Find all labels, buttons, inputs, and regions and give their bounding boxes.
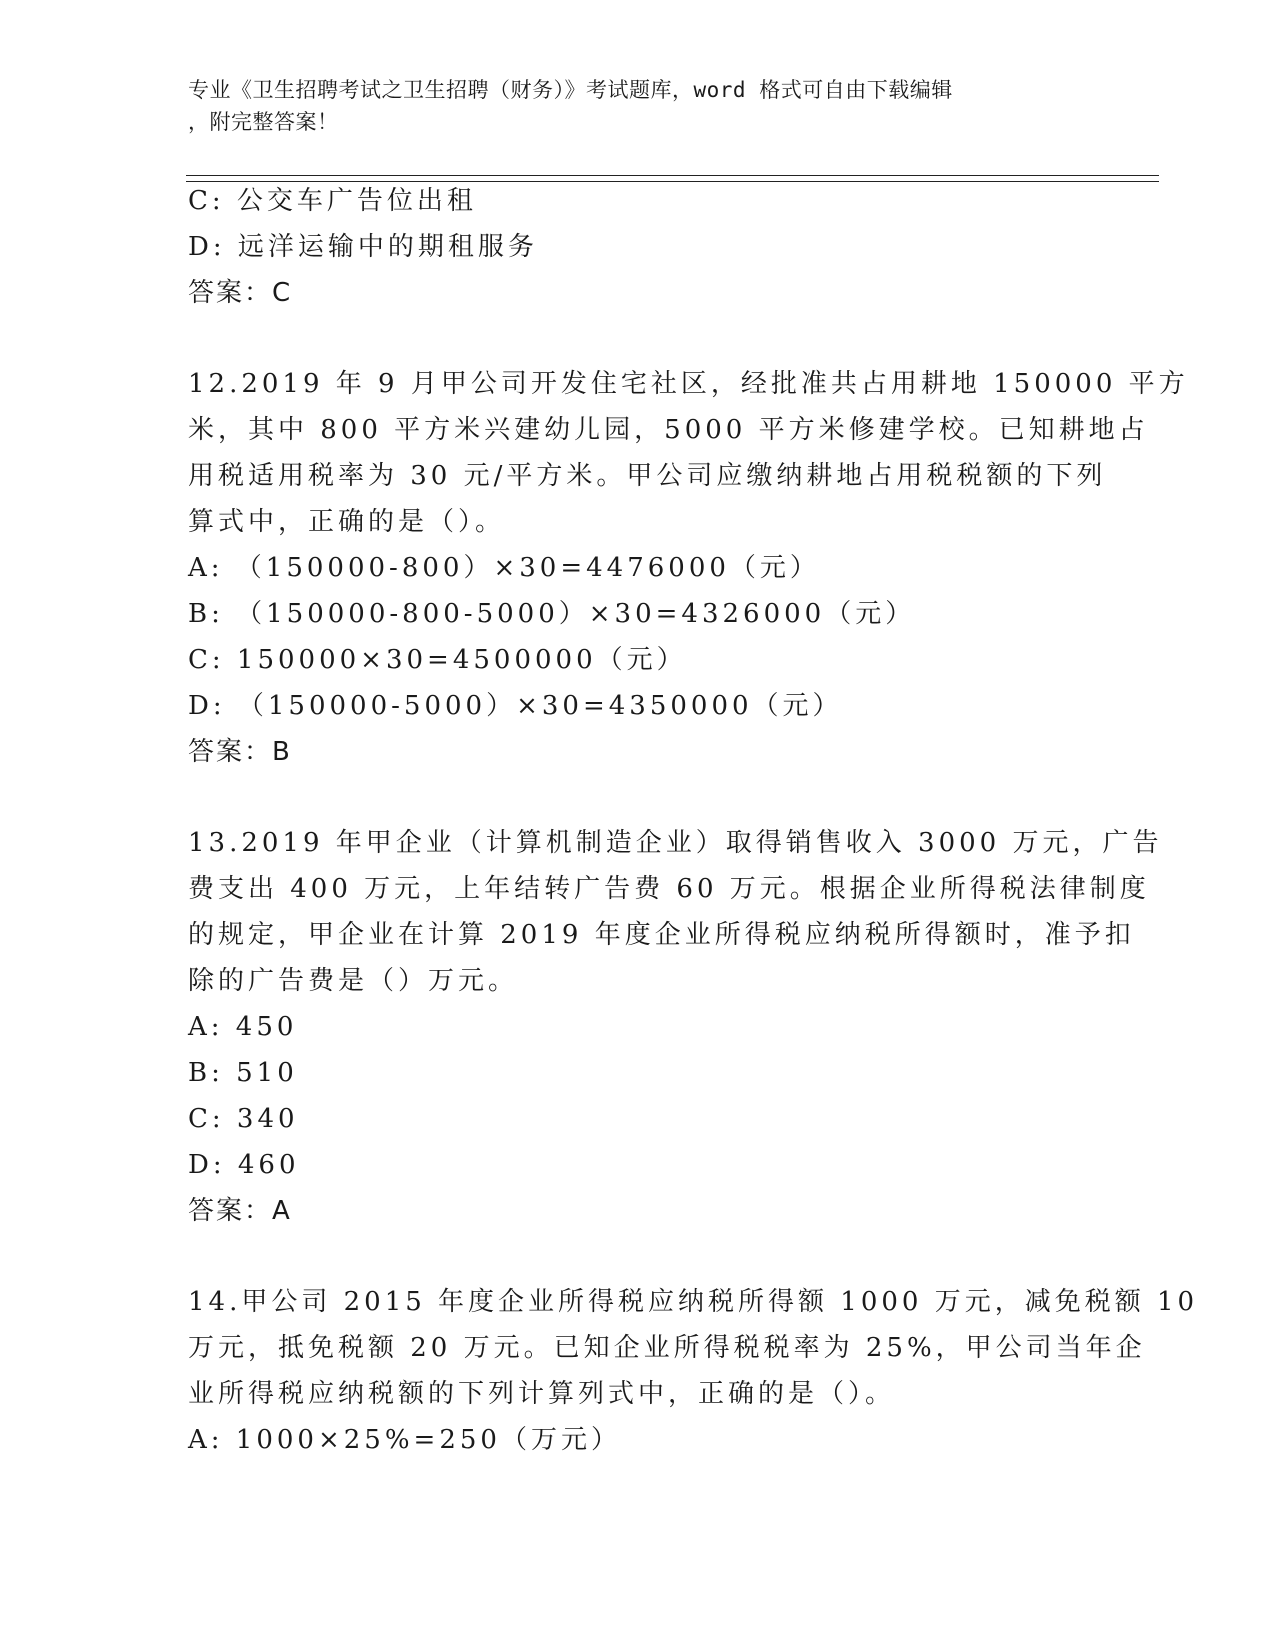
question-14 [188,1279,1199,1463]
answer-line: 答案：A [188,1196,292,1226]
question-stem-line: 算式中，正确的是（）。 [188,507,506,537]
option-d: D: 460 [188,1150,300,1180]
option-c: C: 150000×30=4500000（元） [188,645,687,675]
option-b: B: 510 [188,1058,298,1088]
question-stem-line: 除的广告费是（）万元。 [188,966,519,996]
answer-line: 答案：B [188,737,292,767]
header-line-2: ，附完整答案！ [188,110,339,134]
question-stem-line: 费支出 400 万元，上年结转广告费 60 万元。根据企业所得税法律制度 [188,874,1150,904]
option-b: B: （150000-800-5000）×30=4326000（元） [188,599,916,629]
header-divider-top [186,175,1159,176]
option-c: C: 公交车广告位出租 [188,186,477,216]
question-stem-line: 13.2019 年甲企业（计算机制造企业）取得销售收入 3000 万元，广告 [188,828,1163,858]
option-a: A: 450 [188,1012,298,1042]
option-a: A: 1000×25%=250（万元） [188,1425,621,1455]
question-stem-line: 米，其中 800 平方米兴建幼儿园，5000 平方米修建学校。已知耕地占 [188,415,1149,445]
option-c: C: 340 [188,1104,299,1134]
option-d: D: （150000-5000）×30=4350000（元） [188,691,843,721]
question-12 [188,361,1189,775]
document-body [188,178,1199,1463]
answer-line: 答案：C [188,278,293,308]
header-line-1: 专业《卫生招聘考试之卫生招聘（财务）》考试题库，word 格式可自由下载编辑 [188,78,953,102]
question-13 [188,820,1163,1234]
question-stem-line: 的规定，甲企业在计算 2019 年度企业所得税应纳税所得额时，准予扣 [188,920,1135,950]
question-stem-line: 万元，抵免税额 20 万元。已知企业所得税税率为 25%，甲公司当年企 [188,1333,1146,1363]
option-a: A: （150000-800）×30=4476000（元） [188,553,820,583]
question-stem-line: 12.2019 年 9 月甲公司开发住宅社区，经批准共占用耕地 150000 平方 [188,369,1189,399]
question-stem-line: 用税适用税率为 30 元/平方米。甲公司应缴纳耕地占用税税额的下列 [188,461,1107,491]
question-stem-line: 14.甲公司 2015 年度企业所得税应纳税所得额 1000 万元，减免税额 10 [188,1287,1199,1317]
option-d: D: 远洋运输中的期租服务 [188,232,538,262]
question-stem-line: 业所得税应纳税额的下列计算列式中，正确的是（）。 [188,1379,896,1409]
document-header [188,74,1088,138]
question-11-fragment [188,178,1088,316]
